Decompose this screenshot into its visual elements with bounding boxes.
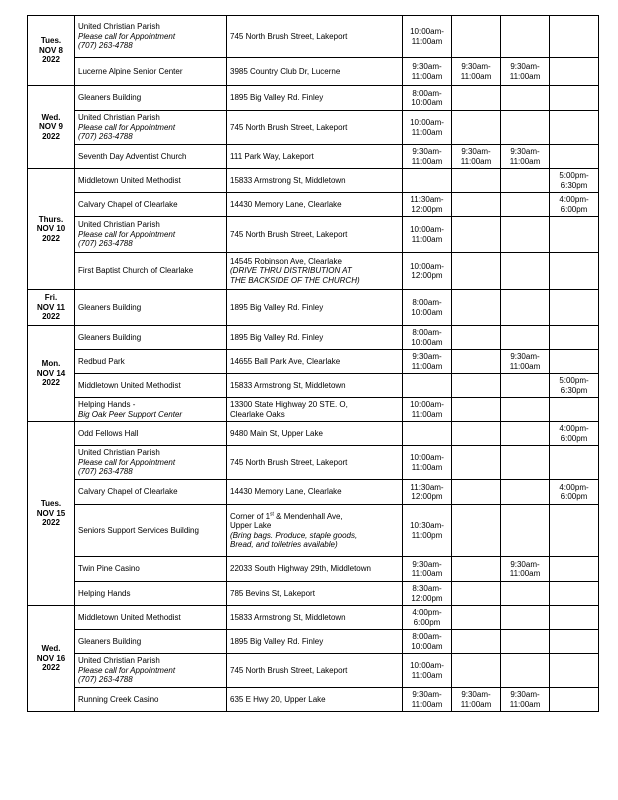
address-line: 9480 Main St, Upper Lake [230, 428, 323, 438]
day-cell [28, 290, 75, 326]
address-line: 745 North Brush Street, Lakeport [230, 665, 348, 675]
address-cell [227, 290, 403, 326]
time-cell: 9:30am-11:00am [403, 557, 452, 582]
time-cell: 10:30am-11:00pm [403, 505, 452, 557]
time-cell [403, 374, 452, 398]
time-cell [501, 505, 550, 557]
day-label-line: NOV 16 [36, 653, 66, 663]
time-cell [501, 326, 550, 350]
site-name-line: Please call for Appointment [78, 122, 176, 132]
table-row [28, 58, 599, 86]
site-name-line: Gleaners Building [78, 302, 142, 312]
time-cell [550, 290, 599, 326]
time-cell [452, 193, 501, 217]
address-cell [227, 557, 403, 582]
site-name-cell [75, 557, 227, 582]
site-name-line: Big Oak Peer Support Center [78, 409, 183, 419]
site-name-cell [75, 446, 227, 480]
address-text: Corner of 1 [230, 511, 271, 521]
time-cell: 9:30am-11:00am [501, 557, 550, 582]
day-label-line: Wed. [41, 644, 61, 654]
day-label-line: 2022 [42, 378, 60, 388]
time-cell: 4:00pm-6:00pm [550, 480, 599, 505]
day-cell [28, 606, 75, 712]
table-row [28, 654, 599, 688]
address-line: 15833 Armstrong St, Middletown [230, 380, 346, 390]
time-cell: 5:00pm-6:30pm [550, 374, 599, 398]
day-label-line: 2022 [42, 233, 60, 243]
address-line: 14430 Memory Lane, Clearlake [230, 487, 342, 497]
site-name-line: Gleaners Building [78, 636, 142, 646]
time-cell [550, 145, 599, 169]
address-cell [227, 374, 403, 398]
table-row [28, 505, 599, 557]
day-label-line: 2022 [42, 312, 60, 322]
site-name-line: Twin Pine Casino [78, 564, 140, 574]
time-cell [501, 446, 550, 480]
site-name-line: Please call for Appointment [78, 665, 176, 675]
table-row [28, 606, 599, 630]
address-cell [227, 145, 403, 169]
time-cell [452, 253, 501, 290]
site-name-line: Middletown United Methodist [78, 380, 181, 390]
site-name-line: Odd Fellows Hall [78, 428, 139, 438]
site-name-cell [75, 582, 227, 606]
time-cell [452, 217, 501, 253]
address-cell [227, 630, 403, 654]
time-cell: 9:30am-11:00am [501, 145, 550, 169]
time-cell [452, 169, 501, 193]
time-cell [501, 374, 550, 398]
site-name-line: Helping Hands [78, 588, 131, 598]
site-name-line: (707) 263-4788 [78, 41, 133, 51]
table-row [28, 145, 599, 169]
time-cell [452, 654, 501, 688]
time-cell [501, 193, 550, 217]
table-row [28, 398, 599, 422]
address-line: 15833 Armstrong St, Middletown [230, 612, 346, 622]
time-cell [501, 630, 550, 654]
site-name-cell [75, 253, 227, 290]
address-note: (Bring bags. Produce, staple goods, [230, 530, 358, 540]
address-line: 14655 Ball Park Ave, Clearlake [230, 356, 341, 366]
time-cell [501, 422, 550, 446]
address-line: 745 North Brush Street, Lakeport [230, 122, 348, 132]
site-name-cell [75, 350, 227, 374]
table-row [28, 290, 599, 326]
address-cell [227, 58, 403, 86]
day-label-line: 2022 [42, 663, 60, 673]
time-cell [452, 16, 501, 58]
time-cell [403, 169, 452, 193]
site-name-line: Lucerne Alpine Senior Center [78, 66, 183, 76]
time-cell: 9:30am-11:00am [403, 145, 452, 169]
site-name-line: Please call for Appointment [78, 457, 176, 467]
table-row [28, 374, 599, 398]
time-cell: 10:00am-11:00am [403, 654, 452, 688]
address-cell [227, 16, 403, 58]
site-name-cell [75, 326, 227, 350]
address-cell [227, 606, 403, 630]
time-cell [452, 480, 501, 505]
time-cell: 10:00am-11:00am [403, 446, 452, 480]
day-label-line: Thurs. [38, 214, 64, 224]
day-label-line: 2022 [42, 131, 60, 141]
time-cell [550, 16, 599, 58]
site-name-line: Please call for Appointment [78, 31, 176, 41]
site-name-line: (707) 263-4788 [78, 467, 133, 477]
day-cell [28, 86, 75, 169]
site-name-cell [75, 374, 227, 398]
site-name-line: Seniors Support Services Building [78, 525, 199, 535]
time-cell [550, 505, 599, 557]
time-cell: 10:00am-11:00am [403, 398, 452, 422]
time-cell: 9:30am-11:00am [403, 350, 452, 374]
day-label-line: NOV 11 [36, 302, 65, 312]
time-cell [550, 688, 599, 712]
time-cell [501, 290, 550, 326]
site-name-line: United Christian Parish [78, 220, 160, 230]
time-cell [501, 16, 550, 58]
site-name-cell [75, 480, 227, 505]
address-cell [227, 688, 403, 712]
site-name-line: (707) 263-4788 [78, 239, 133, 249]
time-cell [452, 505, 501, 557]
address-note: Bread, and toiletries available) [230, 540, 338, 549]
table-row [28, 688, 599, 712]
day-cell [28, 422, 75, 606]
time-cell [501, 253, 550, 290]
site-name-cell [75, 606, 227, 630]
address-cell [227, 169, 403, 193]
schedule-body [28, 16, 599, 712]
address-cell [227, 111, 403, 145]
address-line: 745 North Brush Street, Lakeport [230, 229, 348, 239]
day-label-line: NOV 15 [36, 508, 66, 518]
day-label-line: Wed. [41, 112, 61, 122]
time-cell [501, 86, 550, 111]
address-superscript: st [270, 510, 274, 517]
address-line: Upper Lake [230, 521, 272, 530]
address-cell [227, 446, 403, 480]
time-cell: 9:30am-11:00am [403, 688, 452, 712]
address-line: 3985 Country Club Dr, Lucerne [230, 66, 341, 76]
day-label-line: Mon. [41, 359, 61, 369]
site-name-line: Gleaners Building [78, 93, 142, 103]
address-line: 1895 Big Valley Rd. Finley [230, 93, 324, 103]
site-name-cell [75, 630, 227, 654]
address-cell [227, 582, 403, 606]
table-row [28, 193, 599, 217]
table-row [28, 350, 599, 374]
address-line: 1895 Big Valley Rd. Finley [230, 636, 324, 646]
time-cell [550, 253, 599, 290]
address-line: (DRIVE THRU DISTRIBUTION AT [230, 266, 352, 276]
site-name-cell [75, 111, 227, 145]
address-line: 14545 Robinson Ave, Clearlake [230, 256, 342, 266]
day-label-line: NOV 10 [36, 224, 66, 234]
address-line: 22033 South Highway 29th, Middletown [230, 564, 371, 574]
site-name-cell [75, 688, 227, 712]
time-cell [452, 398, 501, 422]
address-cell [227, 326, 403, 350]
time-cell: 4:00pm-6:00pm [550, 193, 599, 217]
time-cell: 11:30am-12:00pm [403, 480, 452, 505]
site-name-line: Redbud Park [78, 356, 125, 366]
address-line: Clearlake Oaks [230, 409, 285, 419]
site-name-cell [75, 86, 227, 111]
time-cell [452, 86, 501, 111]
day-label-line: Tues. [40, 499, 62, 509]
table-row [28, 111, 599, 145]
day-label-line: 2022 [42, 518, 60, 528]
site-name-line: First Baptist Church of Clearlake [78, 266, 194, 276]
site-name-cell [75, 505, 227, 557]
table-row [28, 169, 599, 193]
address-text: & Mendenhall Ave, [273, 511, 343, 521]
site-name-line: Middletown United Methodist [78, 612, 181, 622]
day-label-line: Tues. [40, 36, 62, 46]
time-cell: 8:00am-10:00am [403, 326, 452, 350]
table-row [28, 422, 599, 446]
time-cell: 9:30am-11:00am [403, 58, 452, 86]
address-line: 1895 Big Valley Rd. Finley [230, 332, 324, 342]
address-cell [227, 505, 403, 557]
time-cell: 9:30am-11:00am [501, 688, 550, 712]
time-cell: 8:00am-10:00am [403, 630, 452, 654]
address-cell [227, 193, 403, 217]
day-label-line: NOV 9 [38, 122, 63, 132]
site-name-cell [75, 58, 227, 86]
site-name-line: Calvary Chapel of Clearlake [78, 487, 178, 497]
time-cell: 9:30am-11:00am [452, 58, 501, 86]
site-name-line: Calvary Chapel of Clearlake [78, 199, 178, 209]
address-line: 111 Park Way, Lakeport [230, 151, 314, 161]
site-name-line: (707) 263-4788 [78, 675, 133, 685]
time-cell [501, 111, 550, 145]
time-cell: 4:00pm-6:00pm [550, 422, 599, 446]
time-cell [550, 654, 599, 688]
site-name-line: Gleaners Building [78, 332, 142, 342]
address-cell [227, 654, 403, 688]
table-row [28, 326, 599, 350]
time-cell [452, 326, 501, 350]
address-line: 745 North Brush Street, Lakeport [230, 31, 348, 41]
day-label-line: Fri. [44, 293, 58, 303]
address-line: 1895 Big Valley Rd. Finley [230, 302, 324, 312]
time-cell: 9:30am-11:00am [501, 58, 550, 86]
time-cell [550, 398, 599, 422]
address-line: 635 E Hwy 20, Upper Lake [230, 694, 326, 704]
site-name-line: Running Creek Casino [78, 694, 159, 704]
time-cell [550, 217, 599, 253]
time-cell [550, 630, 599, 654]
schedule-table [27, 15, 599, 712]
time-cell [550, 446, 599, 480]
site-name-cell [75, 422, 227, 446]
time-cell: 10:00am-12:00pm [403, 253, 452, 290]
address-cell [227, 350, 403, 374]
day-label-line: NOV 8 [38, 45, 63, 55]
time-cell [452, 630, 501, 654]
address-cell [227, 422, 403, 446]
time-cell [452, 111, 501, 145]
table-row [28, 217, 599, 253]
table-row [28, 582, 599, 606]
site-name-line: United Christian Parish [78, 656, 160, 666]
site-name-line: United Christian Parish [78, 113, 160, 123]
time-cell: 9:30am-11:00am [452, 145, 501, 169]
time-cell [452, 446, 501, 480]
site-name-line: United Christian Parish [78, 448, 160, 458]
time-cell [452, 290, 501, 326]
site-name-line: (707) 263-4788 [78, 132, 133, 142]
time-cell: 8:00am-10:00am [403, 86, 452, 111]
day-cell [28, 326, 75, 422]
table-row [28, 480, 599, 505]
time-cell [550, 111, 599, 145]
site-name-line: Helping Hands - [78, 400, 136, 409]
time-cell: 8:00am-10:00am [403, 290, 452, 326]
time-cell [452, 606, 501, 630]
site-name-cell [75, 290, 227, 326]
table-row [28, 16, 599, 58]
address-line: 13300 State Highway 20 STE. O, [230, 400, 348, 409]
time-cell [403, 422, 452, 446]
time-cell [501, 480, 550, 505]
site-name-line: United Christian Parish [78, 22, 160, 32]
address-line: 785 Bevins St, Lakeport [230, 588, 315, 598]
time-cell: 9:30am-11:00am [452, 688, 501, 712]
site-name-cell [75, 398, 227, 422]
time-cell: 11:30am-12:00pm [403, 193, 452, 217]
time-cell [550, 350, 599, 374]
table-row [28, 557, 599, 582]
address-cell [227, 86, 403, 111]
address-line: 14430 Memory Lane, Clearlake [230, 199, 342, 209]
table-row [28, 630, 599, 654]
address-cell [227, 217, 403, 253]
time-cell [501, 582, 550, 606]
address-line: 15833 Armstrong St, Middletown [230, 175, 346, 185]
time-cell [550, 86, 599, 111]
time-cell: 10:00am-11:00am [403, 217, 452, 253]
time-cell [452, 422, 501, 446]
address-line [230, 512, 399, 522]
site-name-line: Please call for Appointment [78, 229, 176, 239]
site-name-cell [75, 169, 227, 193]
site-name-cell [75, 654, 227, 688]
time-cell [501, 217, 550, 253]
table-row [28, 86, 599, 111]
time-cell [550, 326, 599, 350]
day-label-line: 2022 [42, 55, 60, 65]
site-name-cell [75, 145, 227, 169]
address-cell [227, 398, 403, 422]
time-cell: 4:00pm-6:00pm [403, 606, 452, 630]
site-name-cell [75, 193, 227, 217]
site-name-line: Middletown United Methodist [78, 175, 181, 185]
day-cell [28, 169, 75, 290]
time-cell: 10:00am-11:00am [403, 16, 452, 58]
day-cell [28, 16, 75, 86]
time-cell: 10:00am-11:00am [403, 111, 452, 145]
address-line: THE BACKSIDE OF THE CHURCH) [230, 275, 360, 285]
site-name-cell [75, 16, 227, 58]
address-cell [227, 480, 403, 505]
day-label-line: NOV 14 [36, 368, 66, 378]
address-line: 745 North Brush Street, Lakeport [230, 457, 348, 467]
time-cell [501, 398, 550, 422]
time-cell [452, 557, 501, 582]
time-cell [550, 606, 599, 630]
time-cell: 8:30am-12:00pm [403, 582, 452, 606]
time-cell [501, 169, 550, 193]
time-cell [501, 654, 550, 688]
table-row [28, 446, 599, 480]
time-cell [501, 606, 550, 630]
address-cell [227, 253, 403, 290]
time-cell [550, 58, 599, 86]
time-cell [550, 557, 599, 582]
time-cell [452, 350, 501, 374]
time-cell: 5:00pm-6:30pm [550, 169, 599, 193]
time-cell: 9:30am-11:00am [501, 350, 550, 374]
time-cell [550, 582, 599, 606]
time-cell [452, 374, 501, 398]
table-row [28, 253, 599, 290]
time-cell [452, 582, 501, 606]
site-name-cell [75, 217, 227, 253]
site-name-line: Seventh Day Adventist Church [78, 151, 187, 161]
